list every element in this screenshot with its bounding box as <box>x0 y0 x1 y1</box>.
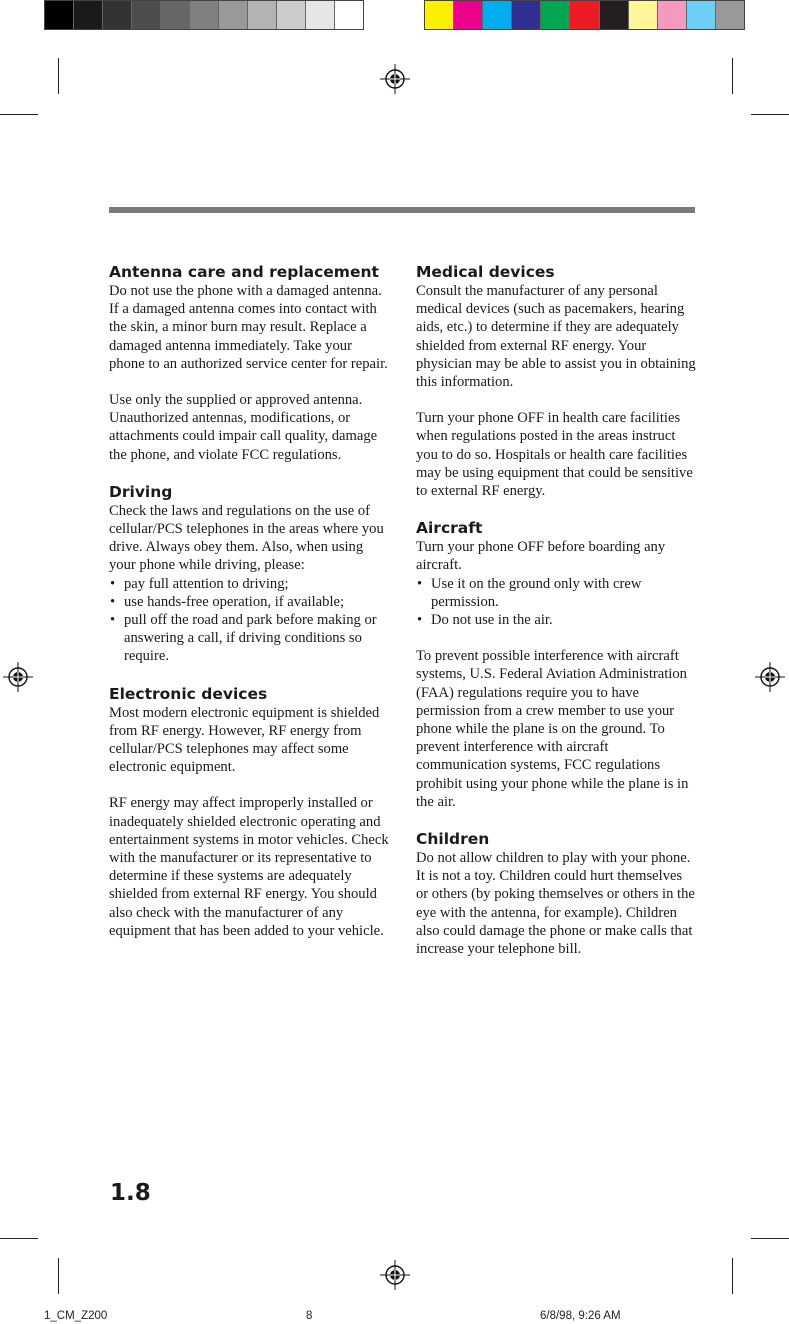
electronic-devices-section <box>109 684 391 940</box>
color-swatch <box>629 1 658 29</box>
color-swatch <box>454 1 483 29</box>
paragraph: Do not use the phone with a damaged antenna. If a damaged antenna comes into contact with the skin, a minor burn may result. Replace a damaged antenna immediately. Take your phone to an authorized service center for repair. <box>109 283 388 372</box>
children-section <box>416 829 696 958</box>
paragraph: To prevent possible interference with aircraft systems, U.S. Federal Aviation Administration (FAA) regulations require you to have permission from a crew member to use your phone while the plane is on the ground. To prevent interference with aircraft communication systems, FCC regulations prohibit using your phone while the plane is in the air. <box>416 648 689 810</box>
crop-mark <box>0 1238 38 1239</box>
list-item: • Use it on the ground only with crew permission. <box>416 575 696 611</box>
gray-swatch <box>45 1 74 29</box>
paragraph: Most modern electronic equipment is shielded from RF energy. However, RF energy from cellular/PCS telephones may affect some electronic equipment. <box>109 704 380 776</box>
gray-swatch <box>132 1 161 29</box>
gray-swatch <box>306 1 335 29</box>
driving-section <box>109 482 391 666</box>
crop-mark <box>732 58 733 94</box>
process-color-bar <box>424 0 745 30</box>
crop-mark <box>58 1258 59 1294</box>
crop-mark <box>58 58 59 94</box>
list-item: • Do not use in the air. <box>416 611 696 629</box>
gray-swatch <box>103 1 132 29</box>
medical-devices-section <box>416 262 696 500</box>
gray-swatch <box>248 1 277 29</box>
gray-swatch <box>74 1 103 29</box>
slug-date: 6/8/98, 9:26 AM <box>540 1310 621 1322</box>
crop-mark <box>751 1238 789 1239</box>
color-swatch <box>570 1 599 29</box>
gray-swatch <box>161 1 190 29</box>
gray-swatch <box>277 1 306 29</box>
bullet-list <box>416 575 696 630</box>
paragraph: Use only the supplied or approved antenna. Unauthorized antennas, modifications, or attachments could impair call quality, damage the phone, and violate FCC regulations. <box>109 392 378 463</box>
gray-swatch <box>219 1 248 29</box>
paragraph: Check the laws and regulations on the use of cellular/PCS telephones in the areas where you drive. Always obey them. Also, when using your phone while driving, please: <box>109 502 384 574</box>
section-heading: Children <box>416 830 490 849</box>
registration-mark-icon <box>755 662 785 692</box>
section-heading: Antenna care and replacement <box>109 263 379 281</box>
header-rule <box>109 207 695 213</box>
paragraph: Consult the manufacturer of any personal medical devices (such as pacemakers, hearing aids, etc.) to determine if they are adequately shielded from external RF energy. Your physician may be able to assist you in obtaining this information. <box>416 283 696 391</box>
section-heading: Medical devices <box>416 263 555 281</box>
list-item: • pull off the road and park before making or answering a call, if driving conditions so require. <box>109 611 391 666</box>
color-swatch <box>600 1 629 29</box>
page-number: 1.8 <box>110 1180 151 1206</box>
crop-mark <box>0 114 38 115</box>
grayscale-color-bar <box>44 0 364 30</box>
bullet-list <box>109 575 391 666</box>
paragraph: Turn your phone OFF before boarding any aircraft. <box>416 539 666 574</box>
registration-mark-icon <box>380 1260 410 1290</box>
paragraph: Do not allow children to play with your phone. It is not a toy. Children could hurt themselves or others (by poking themselves or others in the eye with the antenna, for example). Children also could damage the phone or make calls that increase your telephone bill. <box>416 850 695 958</box>
color-swatch <box>512 1 541 29</box>
aircraft-section <box>416 518 696 811</box>
slug-file: 1_CM_Z200 <box>44 1310 108 1322</box>
color-swatch <box>658 1 687 29</box>
paragraph: Turn your phone OFF in health care facilities when regulations posted in the areas instruct you to do so. Hospitals or health care facilities may be using equipment that could be sensitive to external RF energy. <box>416 410 693 500</box>
color-swatch <box>716 1 744 29</box>
gray-swatch <box>190 1 219 29</box>
left-column <box>109 262 391 958</box>
color-swatch <box>687 1 716 29</box>
right-column <box>416 262 696 976</box>
section-heading: Aircraft <box>416 519 483 538</box>
color-swatch <box>425 1 454 29</box>
crop-mark <box>732 1258 733 1294</box>
list-item: • use hands-free operation, if available; <box>109 593 391 611</box>
registration-mark-icon <box>3 662 33 692</box>
gray-swatch <box>335 1 363 29</box>
section-heading: Electronic devices <box>109 684 268 703</box>
color-swatch <box>541 1 570 29</box>
antenna-section <box>109 262 391 464</box>
section-heading: Driving <box>109 482 173 501</box>
slug-page: 8 <box>306 1310 313 1322</box>
crop-mark <box>751 114 789 115</box>
list-item: • pay full attention to driving; <box>109 575 391 593</box>
registration-mark-icon <box>380 64 410 94</box>
color-swatch <box>483 1 512 29</box>
paragraph: RF energy may affect improperly installed or inadequately shielded electronic operating and entertainment systems in motor vehicles. Check with the manufacturer or its representative to determine if these systems are adequately shielded from external RF energy. You should also check with the manufacturer of any equipment that has been added to your vehicle. <box>109 795 389 939</box>
